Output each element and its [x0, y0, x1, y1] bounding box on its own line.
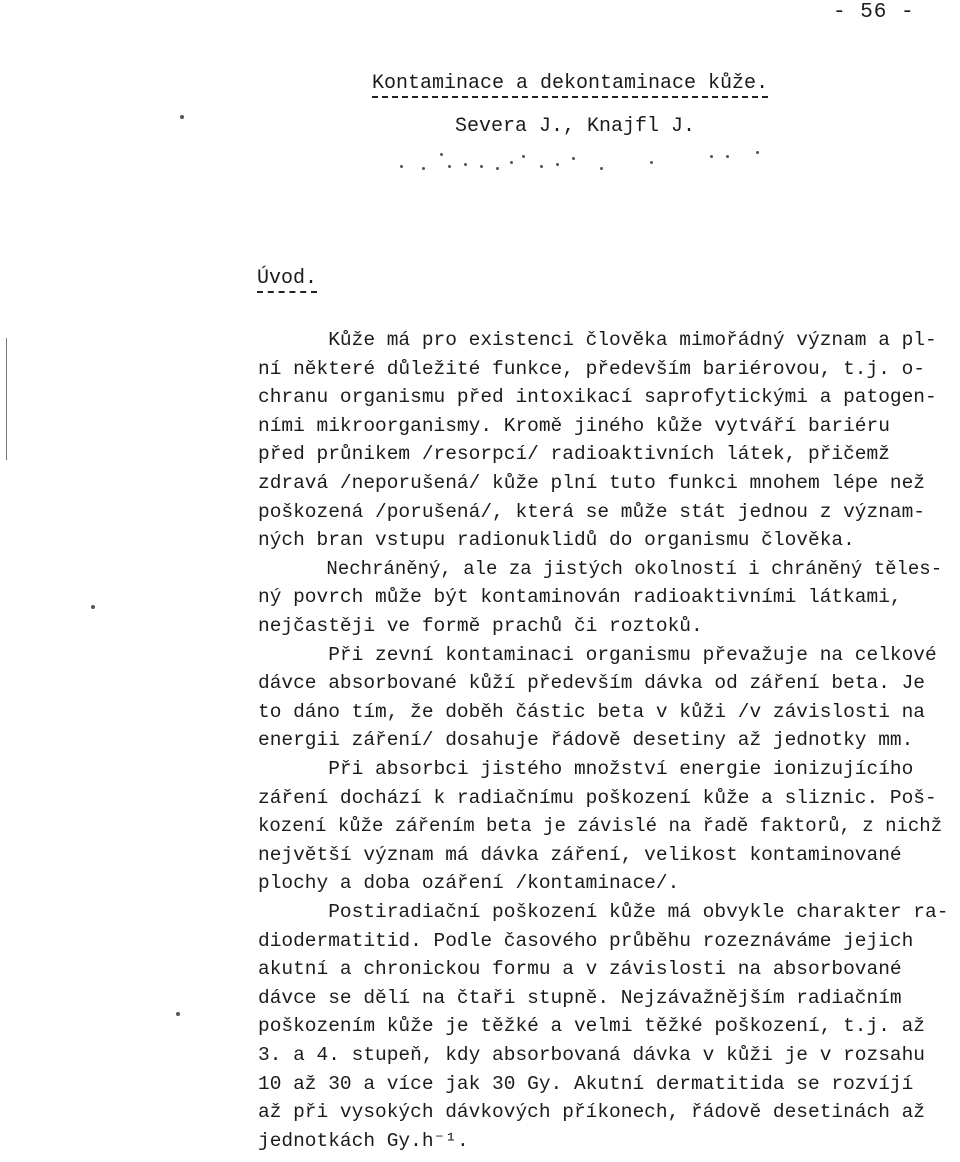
scan-speck: [91, 605, 95, 609]
text-line: chranu organismu před intoxikací saprofytickými a patogen-: [258, 386, 937, 409]
text-line: akutní a chronickou formu a v závislosti na absorbované: [258, 958, 902, 981]
text-line: Při zevní kontaminaci organismu převažuje na celkové: [258, 643, 937, 666]
text-line: Při absorbci jistého množství energie ionizujícího: [258, 758, 914, 780]
text-line: diodermatitid. Podle časového průběhu rozeznáváme jejich: [258, 929, 914, 952]
text-line: největší význam má dávka záření, velikost kontaminované: [258, 843, 902, 866]
section-heading: Úvod.: [257, 267, 317, 293]
text-line: zdravá /neporušená/ kůže plní tuto funkci mnohem lépe než: [258, 472, 926, 494]
text-line: dávce absorbované kůží především dávka od záření beta. Je: [258, 672, 926, 695]
text-line: Nechráněný, ale za jistých okolností i chráněný těles-: [258, 557, 943, 580]
text-line: plochy a doba ozáření /kontaminace/.: [258, 872, 680, 895]
article-title: Kontaminace a dekontaminace kůže.: [372, 72, 768, 98]
scan-noise-specks: [400, 143, 770, 183]
text-line: před průnikem /resorpcí/ radioaktivních látek, přičemž: [258, 443, 890, 466]
text-line: ný povrch může být kontaminován radioaktivními látkami,: [258, 586, 902, 609]
text-line: Postiradiační poškození kůže má obvykle charakter ra-: [258, 901, 949, 923]
text-line: 3. a 4. stupeň, kdy absorbovaná dávka v kůži je v rozsahu: [258, 1044, 926, 1066]
text-line: záření dochází k radiačnímu poškození kůže a sliznic. Poš-: [258, 786, 937, 809]
page-number: - 56 -: [833, 1, 915, 24]
text-line: kození kůže zářením beta je závislé na řadě faktorů, z nichž: [258, 815, 943, 838]
scan-margin-mark: [6, 338, 7, 460]
scan-speck: [176, 1012, 180, 1016]
text-line: ní některé důležité funkce, především bariérovou, t.j. o-: [258, 357, 926, 380]
text-line: ními mikroorganismy. Kromě jiného kůže vytváří bariéru: [258, 414, 890, 437]
text-line: až při vysokých dávkových příkonech, řádově desetinách až: [258, 1101, 926, 1124]
text-line: to dáno tím, že doběh částic beta v kůži /v závislosti na: [258, 700, 926, 723]
article-authors: Severa J., Knajfl J.: [455, 115, 696, 138]
text-line: poškozením kůže je těžké a velmi těžké poškození, t.j. až: [258, 1015, 926, 1038]
scan-speck: [180, 115, 184, 119]
text-line: poškozená /porušená/, která se může stát jednou z význam-: [258, 500, 926, 523]
text-line: dávce se dělí na čtaři stupně. Nejzávažnějším radiačním: [258, 986, 902, 1009]
text-line: jednotkách Gy.h⁻¹.: [258, 1129, 469, 1152]
text-line: ných bran vstupu radionuklidů do organismu člověka.: [258, 529, 855, 552]
text-line: 10 až 30 a více jak 30 Gy. Akutní dermatitida se rozvíjí: [258, 1072, 914, 1095]
text-line: energii záření/ dosahuje řádově desetiny až jednotky mm.: [258, 729, 914, 752]
text-line: nejčastěji ve formě prachů či roztoků.: [258, 615, 703, 637]
text-line: Kůže má pro existenci člověka mimořádný význam a pl-: [258, 329, 937, 351]
